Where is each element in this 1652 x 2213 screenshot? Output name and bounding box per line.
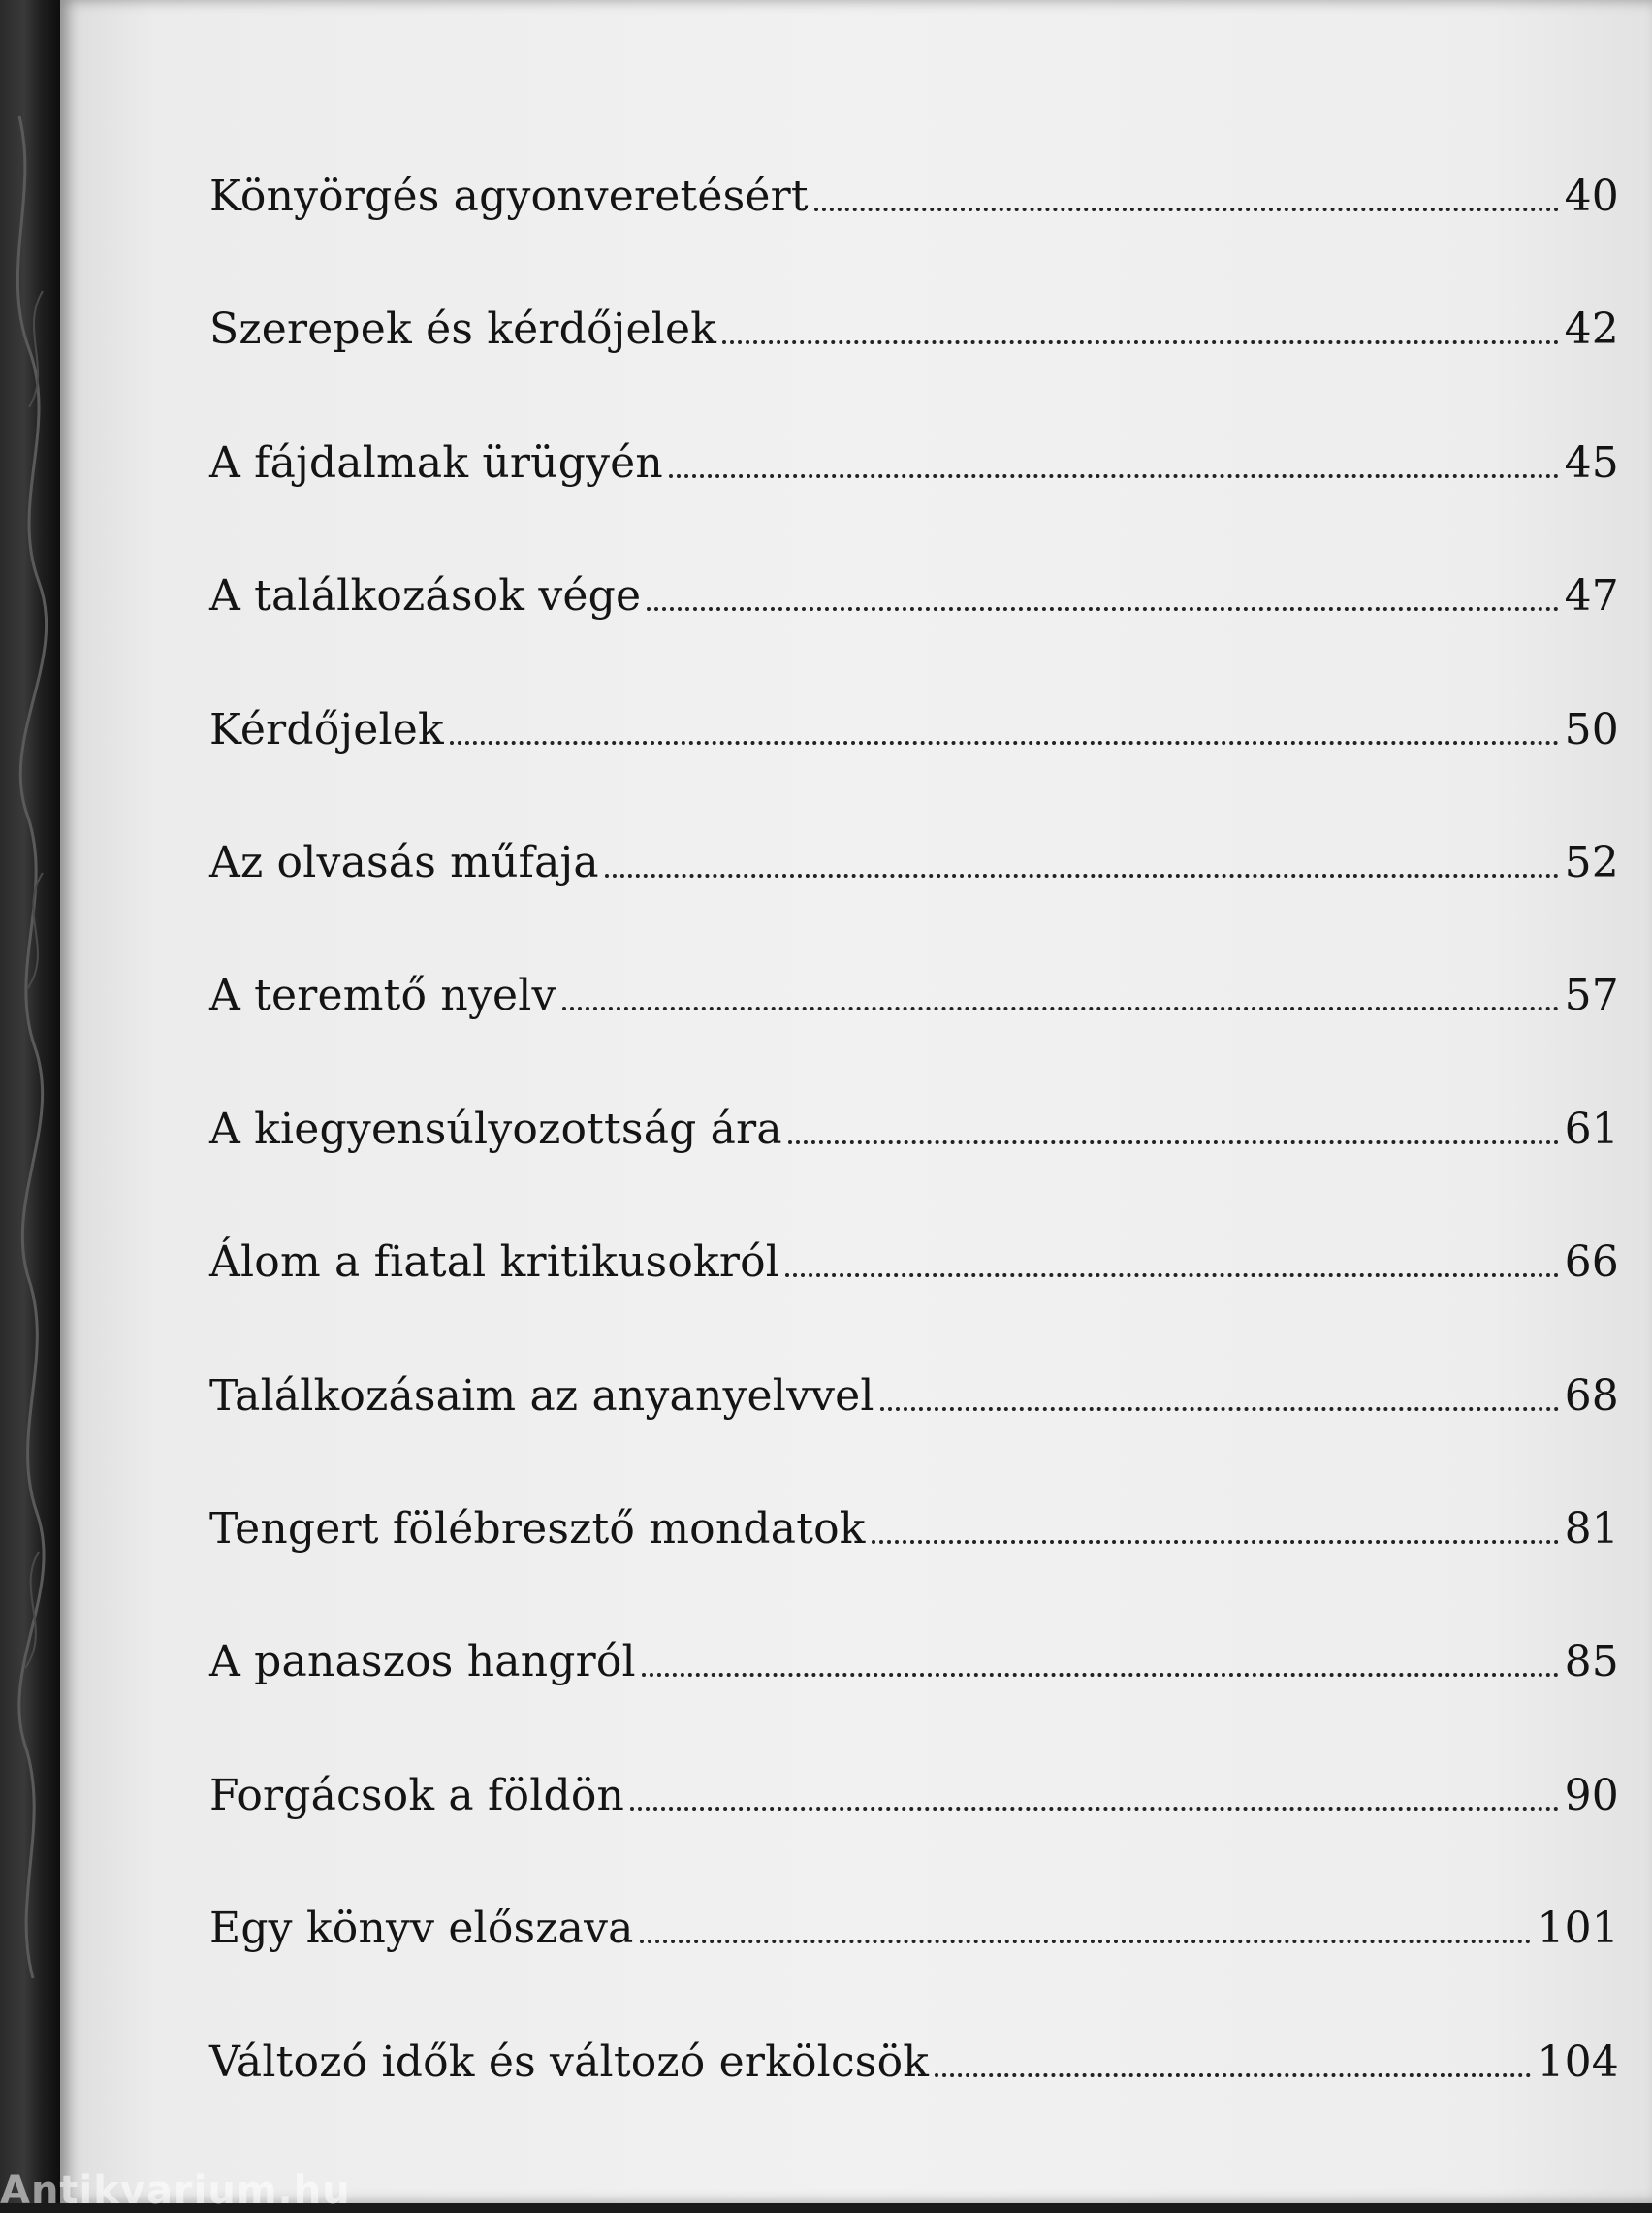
toc-entry [209,1609,1619,1686]
toc-entry-page-number: 66 [1564,1237,1619,1287]
toc-entry-page-number: 90 [1564,1771,1619,1820]
toc-leader-dots [788,1140,1559,1144]
toc-entry-title: Változó idők és változó erkölcsök [209,2037,930,2087]
toc-entry-title: Az olvasás műfaja [209,838,599,887]
toc-entry-title: Egy könyv előszava [209,1904,634,1953]
toc-leader-dots [669,474,1559,478]
toc-entry-page-number: 47 [1564,571,1619,621]
toc-entry-title: A panaszos hangról [209,1637,636,1686]
toc-entry-page-number: 61 [1564,1105,1619,1154]
toc-entry-page-number: 52 [1564,838,1619,887]
toc-entry-title: A találkozások vége [209,571,642,621]
toc-entry [209,1743,1619,1820]
toc-entry-title: A fájdalmak ürügyén [209,438,663,488]
watermark: Antikvarium.hu [0,2168,351,2213]
toc-entry-page-number: 68 [1564,1371,1619,1421]
toc-entry [209,1343,1619,1421]
toc-leader-dots [605,874,1559,878]
toc-entry-title: Forgácsok a földön [209,1771,625,1820]
toc-entry [209,1476,1619,1554]
toc-entry-page-number: 40 [1564,172,1619,221]
toc-entry [209,810,1619,887]
toc-entry-page-number: 81 [1564,1504,1619,1554]
toc-entry [209,1076,1619,1154]
toc-entry [209,1876,1619,1953]
toc-leader-dots [722,340,1558,344]
toc-entry-title: Szerepek és kérdőjelek [209,305,717,354]
toc-leader-dots [785,1273,1559,1277]
toc-entry-title: A kiegyensúlyozottság ára [209,1105,782,1154]
toc-entry [209,410,1619,488]
toc-entry [209,1209,1619,1287]
toc-leader-dots [450,741,1559,745]
toc-entry [209,2009,1619,2087]
toc-entry [209,276,1619,354]
toc-entry [209,543,1619,621]
toc-entry-title: Álom a fiatal kritikusokról [209,1237,780,1287]
toc-entry-title: A teremtő nyelv [209,971,556,1020]
toc-entry-title: Kérdőjelek [209,705,444,754]
toc-leader-dots [935,2073,1531,2077]
toc-entry-title: Találkozásaim az anyanyelvvel [209,1371,874,1421]
toc-entry-title: Tengert fölébresztő mondatok [209,1504,866,1554]
toc-leader-dots [562,1007,1559,1010]
toc-entry-page-number: 45 [1564,438,1619,488]
toc-entry-page-number: 57 [1564,971,1619,1020]
toc-entry-page-number: 101 [1537,1904,1619,1953]
book-page [60,0,1652,2203]
toc-entry-page-number: 85 [1564,1637,1619,1686]
toc-entry [209,943,1619,1020]
toc-leader-dots [647,607,1558,611]
toc-entry-page-number: 50 [1564,705,1619,754]
toc-entry [209,144,1619,221]
toc-entry-page-number: 104 [1537,2037,1619,2087]
toc-entry [209,677,1619,754]
toc-leader-dots [872,1540,1559,1544]
book-spine [0,0,60,2203]
toc-leader-dots [880,1407,1559,1411]
toc-entry-page-number: 42 [1564,305,1619,354]
toc-entry-title: Könyörgés agyonveretésért [209,172,809,221]
toc-leader-dots [814,208,1559,211]
spine-ornament [0,0,60,2203]
toc-leader-dots [640,1940,1532,1943]
toc-leader-dots [630,1807,1559,1811]
toc-leader-dots [642,1673,1559,1677]
